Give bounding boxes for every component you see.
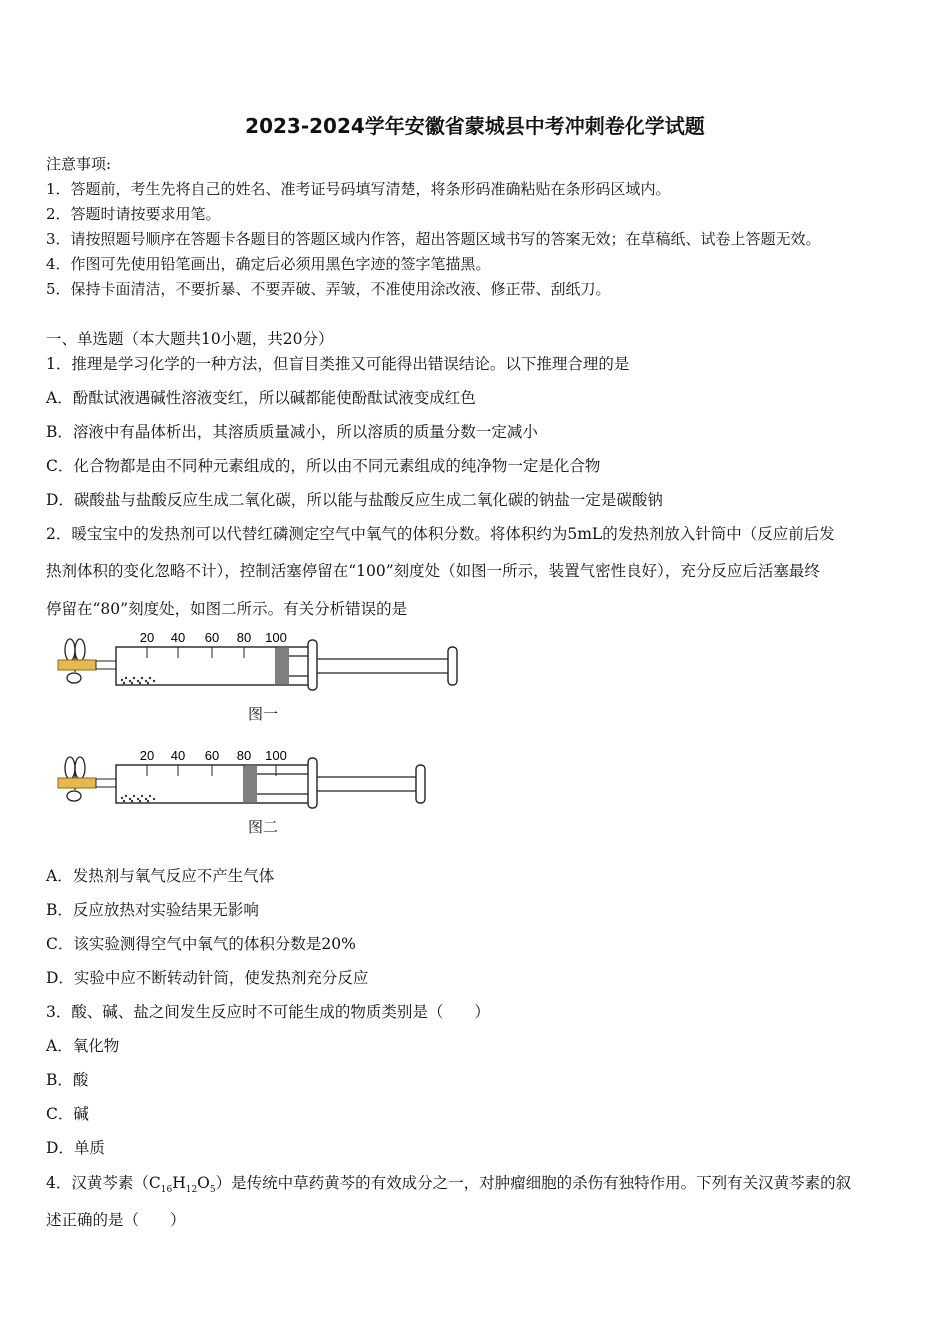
question-1-option-c: C．化合物都是由不同种元素组成的，所以由不同元素组成的纯净物一定是化合物 — [46, 457, 601, 475]
section-heading: 一、单选题（本大题共10小题，共20分） — [46, 330, 334, 348]
barrel-flange — [308, 758, 317, 808]
plunger-thumb-rest — [448, 647, 457, 685]
question-4-stem-line-2: 述正确的是（ ） — [46, 1211, 186, 1229]
plunger-head — [243, 766, 257, 802]
syringe-figure-2 — [46, 746, 466, 818]
question-2-stem-line: 2．暖宝宝中的发热剂可以代替红磷测定空气中氧气的体积分数。将体积约为5mL的发热剂放入针筒中（反应前后发 — [46, 525, 835, 543]
syringe-barrel — [116, 765, 316, 803]
q4-sub-h: 12 — [185, 1185, 198, 1196]
scale-label: 60 — [204, 630, 220, 645]
notice-heading: 注意事项: — [46, 155, 112, 173]
question-3-option-a: A．氧化物 — [46, 1037, 120, 1055]
notice-item: 1．答题前，考生先将自己的姓名、准考证号码填写清楚，将条形码准确粘贴在条形码区域内。 — [46, 180, 671, 198]
question-1-stem: 1．推理是学习化学的一种方法，但盲目类推又可能得出错误结论。以下推理合理的是 — [46, 355, 630, 373]
q4-stem-post: ）是传统中草药黄芩的有效成分之一，对肿瘤细胞的杀伤有独特作用。下列有关汉黄芩素的叙 — [215, 1174, 852, 1192]
question-2-stem-line: 停留在“80”刻度处，如图二所示。有关分析错误的是 — [46, 600, 408, 618]
scale-label: 100 — [265, 748, 287, 763]
question-3-stem: 3．酸、碱、盐之间发生反应时不可能生成的物质类别是（ ） — [46, 1003, 490, 1021]
scale-label: 80 — [236, 630, 252, 645]
scale-label: 20 — [139, 630, 155, 645]
question-1-option-b: B．溶液中有晶体析出，其溶质质量减小，所以溶质的质量分数一定减小 — [46, 423, 538, 441]
plunger-thumb-rest — [416, 765, 425, 803]
question-2-option-d: D．实验中应不断转动针筒，使发热剂充分反应 — [46, 969, 369, 987]
scale-label: 20 — [139, 748, 155, 763]
q4-o: O — [197, 1174, 210, 1192]
exam-title: 2023-2024学年安徽省蒙城县中考冲刺卷化学试题 — [245, 114, 705, 138]
question-1-option-a: A．酚酞试液遇碱性溶液变红，所以碱都能使酚酞试液变成红色 — [46, 389, 476, 407]
question-3-option-b: B．酸 — [46, 1071, 89, 1089]
scale-label: 40 — [170, 748, 186, 763]
valve-icon — [58, 639, 116, 683]
q4-h: H — [172, 1174, 186, 1192]
figure-1-caption: 图一 — [248, 705, 279, 723]
scale-label: 40 — [170, 630, 186, 645]
scale-label: 80 — [236, 748, 252, 763]
question-2-option-c: C．该实验测得空气中氧气的体积分数是20% — [46, 935, 356, 953]
q4-stem-pre: 4．汉黄芩素（C — [46, 1174, 161, 1192]
plunger-head — [275, 648, 289, 684]
notice-item: 4．作图可先使用铅笔画出，确定后必须用黑色字迹的签字笔描黑。 — [46, 255, 491, 273]
question-4-stem — [46, 1171, 851, 1195]
figure-2-caption: 图二 — [248, 818, 279, 836]
question-2-stem-line: 热剂体积的变化忽略不计），控制活塞停留在“100”刻度处（如图一所示，装置气密性良好），充分反应后活塞最终 — [46, 562, 820, 580]
question-2-option-b: B．反应放热对实验结果无影响 — [46, 901, 259, 919]
valve-icon — [58, 757, 116, 801]
question-1-option-d: D．碳酸盐与盐酸反应生成二氧化碳，所以能与盐酸反应生成二氧化碳的钠盐一定是碳酸钠 — [46, 491, 663, 509]
notice-item: 2．答题时请按要求用笔。 — [46, 205, 221, 223]
scale-label: 100 — [265, 630, 287, 645]
question-3-option-c: C．碱 — [46, 1105, 89, 1123]
barrel-flange — [308, 640, 317, 690]
question-2-option-a: A．发热剂与氧气反应不产生气体 — [46, 867, 275, 885]
notice-item: 5．保持卡面清洁，不要折暴、不要弄破、弄皱，不准使用涂改液、修正带、刮纸刀。 — [46, 280, 611, 298]
q4-sub-o: 5 — [209, 1185, 216, 1196]
question-3-option-d: D．单质 — [46, 1139, 105, 1157]
q4-sub-c: 16 — [160, 1185, 173, 1196]
syringe-figure-1 — [46, 628, 466, 700]
notice-item: 3．请按照题号顺序在答题卡各题目的答题区域内作答，超出答题区域书写的答案无效；在草稿纸、试卷上答题无效。 — [46, 230, 821, 248]
scale-label: 60 — [204, 748, 220, 763]
